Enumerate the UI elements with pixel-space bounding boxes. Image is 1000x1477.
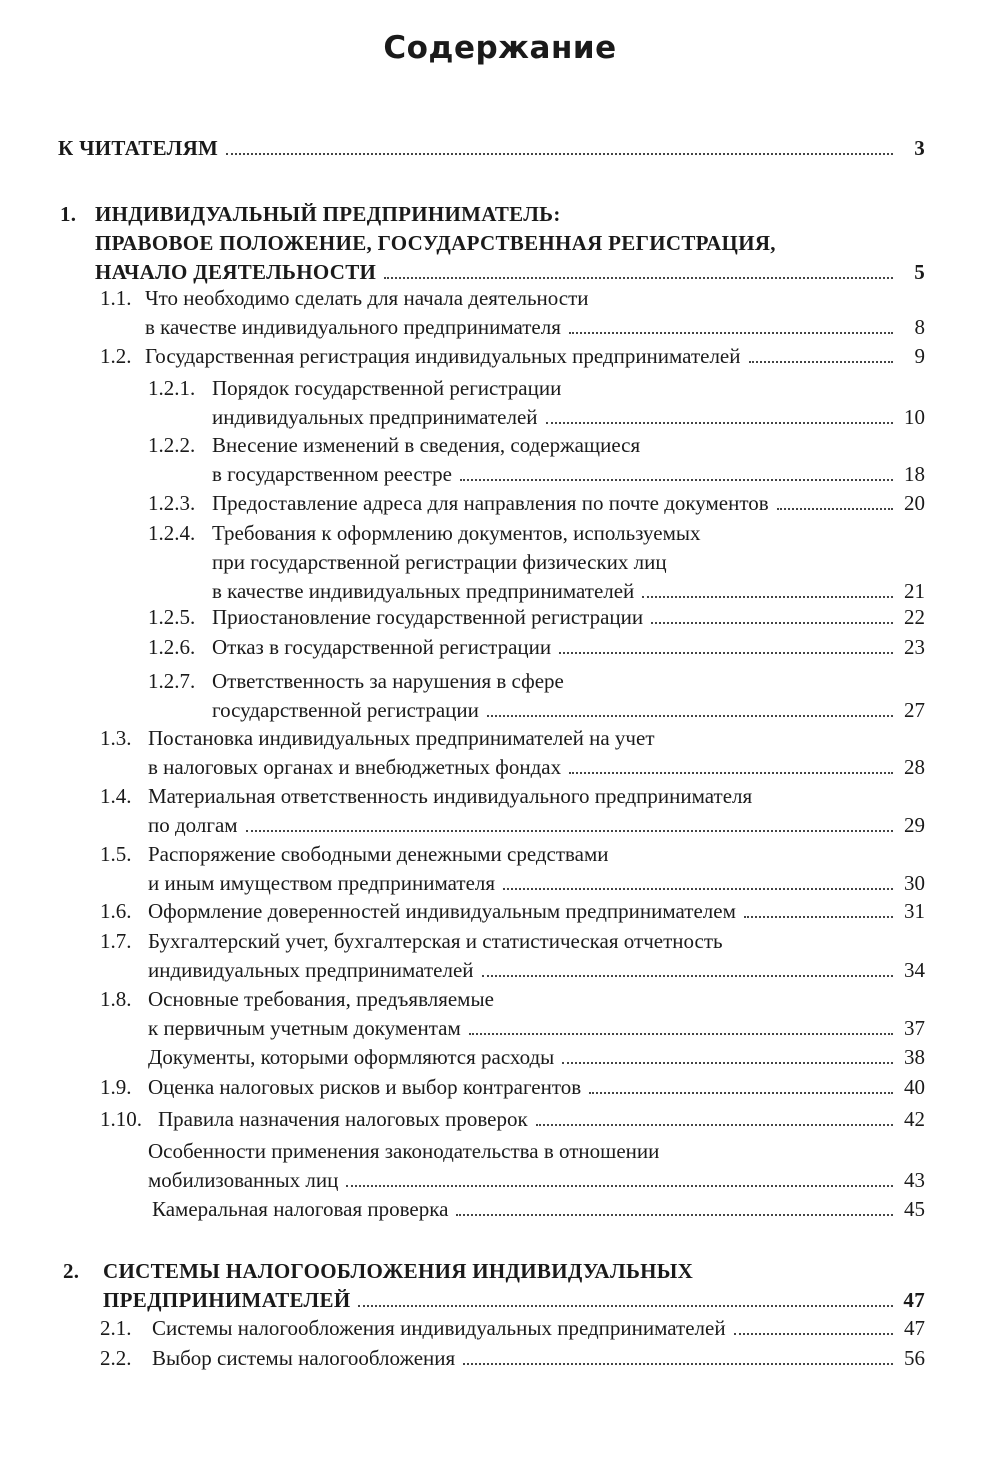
page-number: 30 bbox=[904, 871, 925, 895]
dot-leader bbox=[744, 916, 893, 918]
page-number: 8 bbox=[914, 315, 925, 339]
toc-entry-s1-10[interactable] bbox=[100, 1105, 925, 1134]
page-number: 3 bbox=[914, 136, 925, 160]
toc-entry-title: при государственной регистрации физических лиц bbox=[212, 550, 667, 574]
page-number: 22 bbox=[904, 605, 925, 629]
toc-entry-ch1[interactable] bbox=[60, 200, 925, 287]
page-title: Содержание bbox=[383, 30, 617, 66]
page-number: 37 bbox=[904, 1016, 925, 1040]
toc-entry-title: Правила назначения налоговых проверок bbox=[158, 1107, 528, 1131]
page-number: 5 bbox=[914, 260, 925, 284]
toc-entry-s1-3[interactable] bbox=[100, 724, 925, 782]
dot-leader bbox=[536, 1124, 893, 1126]
toc-entry-title: Постановка индивидуальных предпринимателей на учет bbox=[148, 726, 655, 750]
page-number: 9 bbox=[914, 344, 925, 368]
toc-entry-s1-8a[interactable] bbox=[148, 1043, 925, 1072]
toc-entry-s1-8[interactable] bbox=[100, 985, 925, 1043]
toc-entry-s1-2-6[interactable] bbox=[148, 633, 925, 662]
toc-entry-s1-7[interactable] bbox=[100, 927, 925, 985]
dot-leader bbox=[487, 715, 893, 717]
dot-leader bbox=[456, 1214, 893, 1216]
toc-entry-title: индивидуальных предпринимателей bbox=[212, 405, 538, 429]
toc-entry-s1-2-1[interactable] bbox=[148, 374, 925, 432]
dot-leader bbox=[482, 975, 894, 977]
dot-leader bbox=[469, 1033, 893, 1035]
dot-leader bbox=[546, 422, 894, 424]
toc-entry-s2-1[interactable] bbox=[100, 1314, 925, 1343]
dot-leader bbox=[651, 622, 893, 624]
toc-entry-title: мобилизованных лиц bbox=[148, 1168, 339, 1192]
toc-entry-number: 1.6. bbox=[100, 899, 132, 923]
toc-entry-title: Документы, которыми оформляются расходы bbox=[148, 1045, 555, 1069]
toc-entry-number: 1.2.6. bbox=[148, 635, 196, 659]
toc-entry-title: Порядок государственной регистрации bbox=[212, 376, 562, 400]
toc-entry-title: Отказ в государственной регистрации bbox=[212, 635, 552, 659]
toc-entry-intro[interactable] bbox=[58, 134, 925, 163]
page-number: 31 bbox=[904, 899, 925, 923]
toc-entry-title: Основные требования, предъявляемые bbox=[148, 987, 494, 1011]
toc-entry-title: в качестве индивидуального предпринимателя bbox=[145, 315, 561, 339]
dot-leader bbox=[460, 479, 893, 481]
page-number: 21 bbox=[904, 579, 925, 603]
toc-entry-s1-2-2[interactable] bbox=[148, 431, 925, 489]
page-number: 29 bbox=[904, 813, 925, 837]
toc-entry-number: 1.2.4. bbox=[148, 521, 196, 545]
toc-entry-number: 1.2.7. bbox=[148, 669, 196, 693]
toc-entry-title: Распоряжение свободными денежными средствами bbox=[148, 842, 609, 866]
toc-entry-s1-1[interactable] bbox=[100, 284, 925, 342]
page-number: 56 bbox=[904, 1346, 925, 1370]
toc-entry-number: 1.1. bbox=[100, 286, 132, 310]
dot-leader bbox=[559, 652, 893, 654]
dot-leader bbox=[562, 1062, 893, 1064]
toc-entry-number: 1. bbox=[60, 202, 77, 226]
page-number: 47 bbox=[904, 1316, 925, 1340]
toc-entry-number: 1.5. bbox=[100, 842, 132, 866]
toc-entry-title: Что необходимо сделать для начала деятельности bbox=[145, 286, 589, 310]
toc-entry-s1-9[interactable] bbox=[100, 1073, 925, 1102]
toc-entry-ch2[interactable] bbox=[63, 1257, 925, 1315]
toc-entry-title: Материальная ответственность индивидуального предпринимателя bbox=[148, 784, 753, 808]
toc-entry-title: Приостановление государственной регистрации bbox=[212, 605, 644, 629]
dot-leader bbox=[358, 1305, 893, 1307]
toc-entry-number: 1.9. bbox=[100, 1075, 132, 1099]
dot-leader bbox=[642, 596, 893, 598]
dot-leader bbox=[569, 772, 893, 774]
page-number: 38 bbox=[904, 1045, 925, 1069]
toc-entry-s1-2-4[interactable] bbox=[148, 519, 925, 606]
toc-entry-s1-2-5[interactable] bbox=[148, 603, 925, 632]
page-number: 42 bbox=[904, 1107, 925, 1131]
dot-leader bbox=[384, 277, 893, 279]
toc-entry-number: 1.2. bbox=[100, 344, 132, 368]
toc-entry-number: 1.2.2. bbox=[148, 433, 196, 457]
toc-entry-s1-6[interactable] bbox=[100, 897, 925, 926]
toc-entry-title: СИСТЕМЫ НАЛОГООБЛОЖЕНИЯ ИНДИВИДУАЛЬНЫХ bbox=[103, 1259, 694, 1283]
dot-leader bbox=[749, 361, 894, 363]
page-number: 28 bbox=[904, 755, 925, 779]
toc-entry-s1-10a[interactable] bbox=[148, 1137, 925, 1195]
toc-entry-title: К ЧИТАТЕЛЯМ bbox=[58, 136, 219, 160]
toc-entry-title: НАЧАЛО ДЕЯТЕЛЬНОСТИ bbox=[95, 260, 377, 284]
toc-entry-s1-4[interactable] bbox=[100, 782, 925, 840]
toc-entry-number: 1.2.3. bbox=[148, 491, 196, 515]
toc-entry-number: 1.3. bbox=[100, 726, 132, 750]
toc-entry-s1-2-3[interactable] bbox=[148, 489, 925, 518]
toc-entry-s1-2[interactable] bbox=[100, 342, 925, 371]
dot-leader bbox=[246, 830, 893, 832]
toc-entry-title: в государственном реестре bbox=[212, 462, 452, 486]
toc-entry-s1-5[interactable] bbox=[100, 840, 925, 898]
dot-leader bbox=[226, 153, 893, 155]
page-number: 43 bbox=[904, 1168, 925, 1192]
toc-entry-number: 2.2. bbox=[100, 1346, 132, 1370]
page-number: 40 bbox=[904, 1075, 925, 1099]
toc-entry-title: Предоставление адреса для направления по почте документов bbox=[212, 491, 769, 515]
toc-entry-number: 1.2.1. bbox=[148, 376, 196, 400]
toc-entry-title: Оформление доверенностей индивидуальным предпринимателем bbox=[148, 899, 736, 923]
toc-entry-s1-10b[interactable] bbox=[152, 1195, 925, 1224]
toc-entry-title: ПРАВОВОЕ ПОЛОЖЕНИЕ, ГОСУДАРСТВЕННАЯ РЕГИСТРАЦИЯ, bbox=[95, 231, 776, 255]
toc-entry-title: Ответственность за нарушения в сфере bbox=[212, 669, 564, 693]
dot-leader bbox=[777, 508, 893, 510]
page-number: 27 bbox=[904, 698, 925, 722]
page-number: 47 bbox=[903, 1288, 925, 1312]
dot-leader bbox=[346, 1185, 893, 1187]
toc-entry-title: Камеральная налоговая проверка bbox=[152, 1197, 449, 1221]
toc-entry-title: индивидуальных предпринимателей bbox=[148, 958, 474, 982]
toc-entry-title: Системы налогообложения индивидуальных предпринимателей bbox=[152, 1316, 726, 1340]
toc-entry-title: в качестве индивидуальных предпринимателей bbox=[212, 579, 635, 603]
toc-entry-number: 1.8. bbox=[100, 987, 132, 1011]
toc-entry-title: Особенности применения законодательства в отношении bbox=[148, 1139, 660, 1163]
toc-entry-title: Государственная регистрация индивидуальных предпринимателей bbox=[145, 344, 741, 368]
toc-entry-title: ПРЕДПРИНИМАТЕЛЕЙ bbox=[103, 1288, 351, 1312]
toc-entry-title: ИНДИВИДУАЛЬНЫЙ ПРЕДПРИНИМАТЕЛЬ: bbox=[95, 202, 561, 226]
toc-entry-s2-2[interactable] bbox=[100, 1344, 925, 1373]
toc-entry-title: по долгам bbox=[148, 813, 238, 837]
toc-entry-title: Требования к оформлению документов, используемых bbox=[212, 521, 701, 545]
page-number: 23 bbox=[904, 635, 925, 659]
dot-leader bbox=[503, 888, 893, 890]
toc-entry-number: 2.1. bbox=[100, 1316, 132, 1340]
page-number: 34 bbox=[904, 958, 925, 982]
toc-entry-title: государственной регистрации bbox=[212, 698, 479, 722]
page-number: 20 bbox=[904, 491, 925, 515]
toc-entry-s1-2-7[interactable] bbox=[148, 667, 925, 725]
toc-entry-number: 1.4. bbox=[100, 784, 132, 808]
toc-entry-number: 1.2.5. bbox=[148, 605, 196, 629]
toc-entry-title: Выбор системы налогообложения bbox=[152, 1346, 456, 1370]
page-number: 45 bbox=[904, 1197, 925, 1221]
toc-entry-title: и иным имуществом предпринимателя bbox=[148, 871, 496, 895]
toc-entry-title: Бухгалтерский учет, бухгалтерская и статистическая отчетность bbox=[148, 929, 723, 953]
page-number: 10 bbox=[904, 405, 925, 429]
dot-leader bbox=[734, 1333, 893, 1335]
toc-entry-title: к первичным учетным документам bbox=[148, 1016, 461, 1040]
page-number: 18 bbox=[904, 462, 925, 486]
toc-entry-number: 1.7. bbox=[100, 929, 132, 953]
dot-leader bbox=[463, 1363, 893, 1365]
toc-entry-title: Внесение изменений в сведения, содержащиеся bbox=[212, 433, 641, 457]
toc-entry-title: в налоговых органах и внебюджетных фондах bbox=[148, 755, 562, 779]
dot-leader bbox=[589, 1092, 893, 1094]
toc-entry-number: 1.10. bbox=[100, 1107, 142, 1131]
dot-leader bbox=[569, 332, 893, 334]
toc-entry-number: 2. bbox=[63, 1259, 80, 1283]
toc-entry-title: Оценка налоговых рисков и выбор контрагентов bbox=[148, 1075, 582, 1099]
